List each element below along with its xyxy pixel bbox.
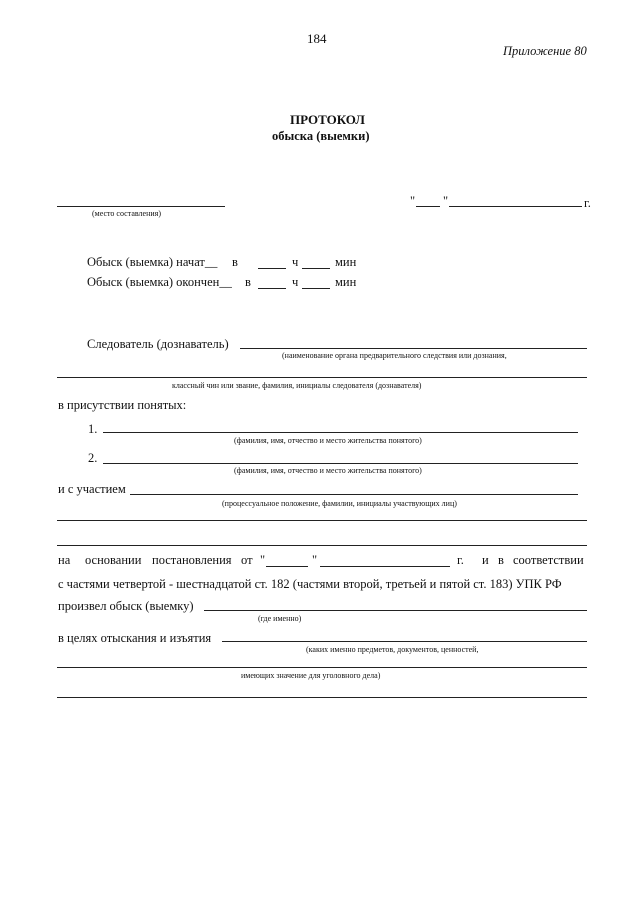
date-month-field[interactable] bbox=[449, 206, 582, 207]
participation-label: и с участием bbox=[58, 482, 126, 496]
start-at: в bbox=[232, 255, 238, 269]
witness-1-field[interactable] bbox=[103, 432, 578, 433]
date-year-suffix: г. bbox=[584, 196, 591, 210]
participation-field-2[interactable] bbox=[57, 520, 587, 521]
start-minute-unit: мин bbox=[335, 255, 357, 269]
basis-word-in: в bbox=[498, 553, 504, 567]
appendix-label: Приложение 80 bbox=[503, 44, 587, 58]
basis-word-and: и bbox=[482, 553, 489, 567]
date-day-field[interactable] bbox=[416, 206, 440, 207]
date-close-quote: " bbox=[443, 194, 449, 208]
search-place-field[interactable] bbox=[204, 610, 587, 611]
start-minute-field[interactable] bbox=[302, 268, 330, 269]
start-label: Обыск (выемка) начат__ bbox=[87, 255, 218, 269]
end-at: в bbox=[245, 275, 251, 289]
purpose-caption-1: (каких именно предметов, документов, ценностей, bbox=[306, 645, 479, 654]
start-hour-unit: ч bbox=[292, 255, 299, 269]
end-label: Обыск (выемка) окончен__ bbox=[87, 275, 232, 289]
participation-field-3[interactable] bbox=[57, 545, 587, 546]
purpose-label: в целях отыскания и изъятия bbox=[58, 631, 212, 645]
end-minute-field[interactable] bbox=[302, 288, 330, 289]
basis-word-2: основании bbox=[85, 553, 142, 567]
document-title: ПРОТОКОЛ bbox=[290, 112, 365, 127]
page-number: 184 bbox=[307, 31, 327, 46]
end-minute-unit: мин bbox=[335, 275, 357, 289]
basis-month-field[interactable] bbox=[320, 566, 450, 567]
investigator-label: Следователь (дознаватель) bbox=[87, 337, 229, 351]
basis-year-suffix: г. bbox=[457, 553, 464, 567]
end-hour-field[interactable] bbox=[258, 288, 286, 289]
basis-day-field[interactable] bbox=[266, 566, 308, 567]
basis-word-accordance: соответствии bbox=[513, 553, 584, 567]
investigator-caption-2: классный чин или звание, фамилия, инициалы следователя (дознавателя) bbox=[172, 381, 422, 390]
witness-2-number: 2. bbox=[88, 451, 98, 465]
purpose-field-2[interactable] bbox=[57, 667, 587, 668]
witness-1-caption: (фамилия, имя, отчество и место жительства понятого) bbox=[234, 436, 422, 445]
document-subtitle: обыска (выемки) bbox=[272, 129, 370, 143]
purpose-caption-2: имеющих значение для уголовного дела) bbox=[241, 671, 381, 680]
basis-word-1: на bbox=[58, 553, 71, 567]
witnesses-label: в присутствии понятых: bbox=[58, 398, 187, 412]
witness-2-field[interactable] bbox=[103, 463, 578, 464]
witness-1-number: 1. bbox=[88, 422, 98, 436]
basis-close-quote: " bbox=[312, 553, 318, 567]
search-caption: (где именно) bbox=[258, 614, 302, 623]
search-label: произвел обыск (выемку) bbox=[58, 599, 194, 613]
purpose-field[interactable] bbox=[222, 641, 587, 642]
witness-2-caption: (фамилия, имя, отчество и место жительства понятого) bbox=[234, 466, 422, 475]
end-hour-unit: ч bbox=[292, 275, 299, 289]
investigator-caption-1: (наименование органа предварительного следствия или дознания, bbox=[282, 351, 507, 360]
date-open-quote: " bbox=[410, 194, 416, 208]
purpose-field-3[interactable] bbox=[57, 697, 587, 698]
participation-caption: (процессуальное положение, фамилии, инициалы участвующих лиц) bbox=[222, 499, 457, 508]
investigator-field-2[interactable] bbox=[57, 377, 587, 378]
basis-open-quote: " bbox=[260, 553, 266, 567]
place-field[interactable] bbox=[57, 206, 225, 207]
participation-field[interactable] bbox=[130, 494, 578, 495]
basis-word-3: постановления bbox=[152, 553, 232, 567]
investigator-field[interactable] bbox=[240, 348, 587, 349]
basis-word-4: от bbox=[241, 553, 253, 567]
basis-line-2: с частями четвертой - шестнадцатой ст. 182 (частями второй, третьей и пятой ст. 183) УПК РФ bbox=[58, 577, 562, 591]
start-hour-field[interactable] bbox=[258, 268, 286, 269]
place-caption: (место составления) bbox=[92, 209, 161, 218]
